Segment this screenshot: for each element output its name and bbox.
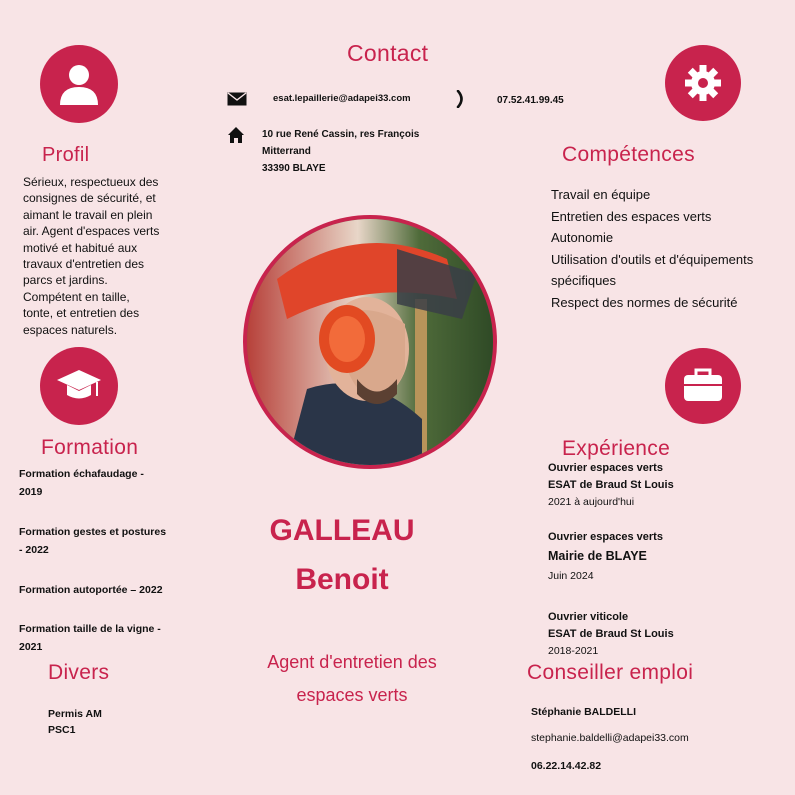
formation-item [19,581,189,599]
phone-icon [456,90,466,108]
graduation-cap-icon [40,347,118,425]
conseiller-phone[interactable]: 06.22.14.42.82 [531,760,602,772]
address-line-2: Mitterrand [262,146,311,157]
competence-item: spécifiques [551,273,617,288]
experience-date: 2021 à aujourd'hui [548,496,635,508]
experience-date: Juin 2024 [548,570,594,582]
profil-line: aimant le travail en plein [23,207,153,222]
profil-line: tonte, et entretien des [23,306,140,321]
job-title-line: espaces verts [296,685,408,705]
competence-item: Entretien des espaces verts [551,208,712,224]
conseiller-title: Conseiller emploi [527,661,694,684]
gear-icon [665,45,741,121]
first-name: Benoit [295,563,389,596]
last-name: GALLEAU [269,514,415,547]
formation-line: 2019 [19,486,43,498]
profil-text [23,174,213,338]
formation-line: 2021 [19,641,43,653]
home-icon [227,126,245,144]
experience-item [548,460,674,511]
divers-title: Divers [48,661,110,684]
formation-line: - 2022 [19,544,49,556]
experience-role: Ouvrier espaces verts [548,531,663,543]
address-line-1: 10 rue René Cassin, res François [262,129,420,140]
profil-line: air. Agent d'espaces verts [23,224,160,239]
formation-line: Formation autoportée – 2022 [19,584,163,596]
experience-title: Expérience [562,437,671,460]
job-title [222,646,482,712]
conseiller-name: Stéphanie BALDELLI [531,706,637,718]
divers-item: Permis AM [48,708,102,720]
formation-item [19,620,189,656]
competence-item: Travail en équipe [551,187,651,202]
experience-employer: Mairie de BLAYE [548,549,647,563]
profil-line: motivé et habitué aux [23,240,138,255]
user-icon [40,45,118,123]
briefcase-icon [665,348,741,424]
profil-title: Profil [42,144,90,166]
experience-date: 2018-2021 [548,645,599,657]
job-title-line: Agent d'entretien des [267,652,437,672]
competence-item: Respect des normes de sécurité [551,294,738,310]
experience-role: Ouvrier espaces verts [548,462,663,474]
profil-line: Sérieux, respectueux des [23,175,159,189]
envelope-icon [227,92,247,106]
experience-employer: ESAT de Braud St Louis [548,479,674,491]
competence-item: Autonomie [551,230,614,245]
address-line-3: 33390 BLAYE [262,163,326,174]
profil-line: consignes de sécurité, et [23,191,156,206]
divers-list [48,706,102,738]
contact-phone[interactable]: 07.52.41.99.45 [497,95,564,106]
profil-line: espaces naturels. [23,322,118,337]
experience-role: Ouvrier viticole [548,611,629,623]
formation-line: Formation gestes et postures [19,526,167,538]
conseiller-email[interactable]: stephanie.baldelli@adapei33.com [531,732,689,744]
competence-item: Utilisation d'outils et d'équipements [551,251,754,267]
experience-item [548,529,663,585]
profil-line: Compétent en taille, [23,289,130,304]
formation-title: Formation [41,436,139,459]
contact-title: Contact [347,40,429,66]
profile-photo [243,215,497,469]
contact-email[interactable]: esat.lepaillerie@adapei33.com [273,93,411,104]
experience-employer: ESAT de Braud St Louis [548,628,674,640]
competences-list [551,184,791,313]
formation-item [19,523,189,559]
formation-line: Formation échafaudage - [19,468,144,480]
formation-item [19,465,189,501]
contact-address [262,126,419,177]
formation-line: Formation taille de la vigne - [19,623,161,635]
profil-line: parcs et jardins. [23,273,108,288]
experience-item [548,609,674,660]
competences-title: Compétences [562,143,695,166]
divers-item: PSC1 [48,724,76,736]
profil-line: travaux d'entretien des [23,257,145,272]
